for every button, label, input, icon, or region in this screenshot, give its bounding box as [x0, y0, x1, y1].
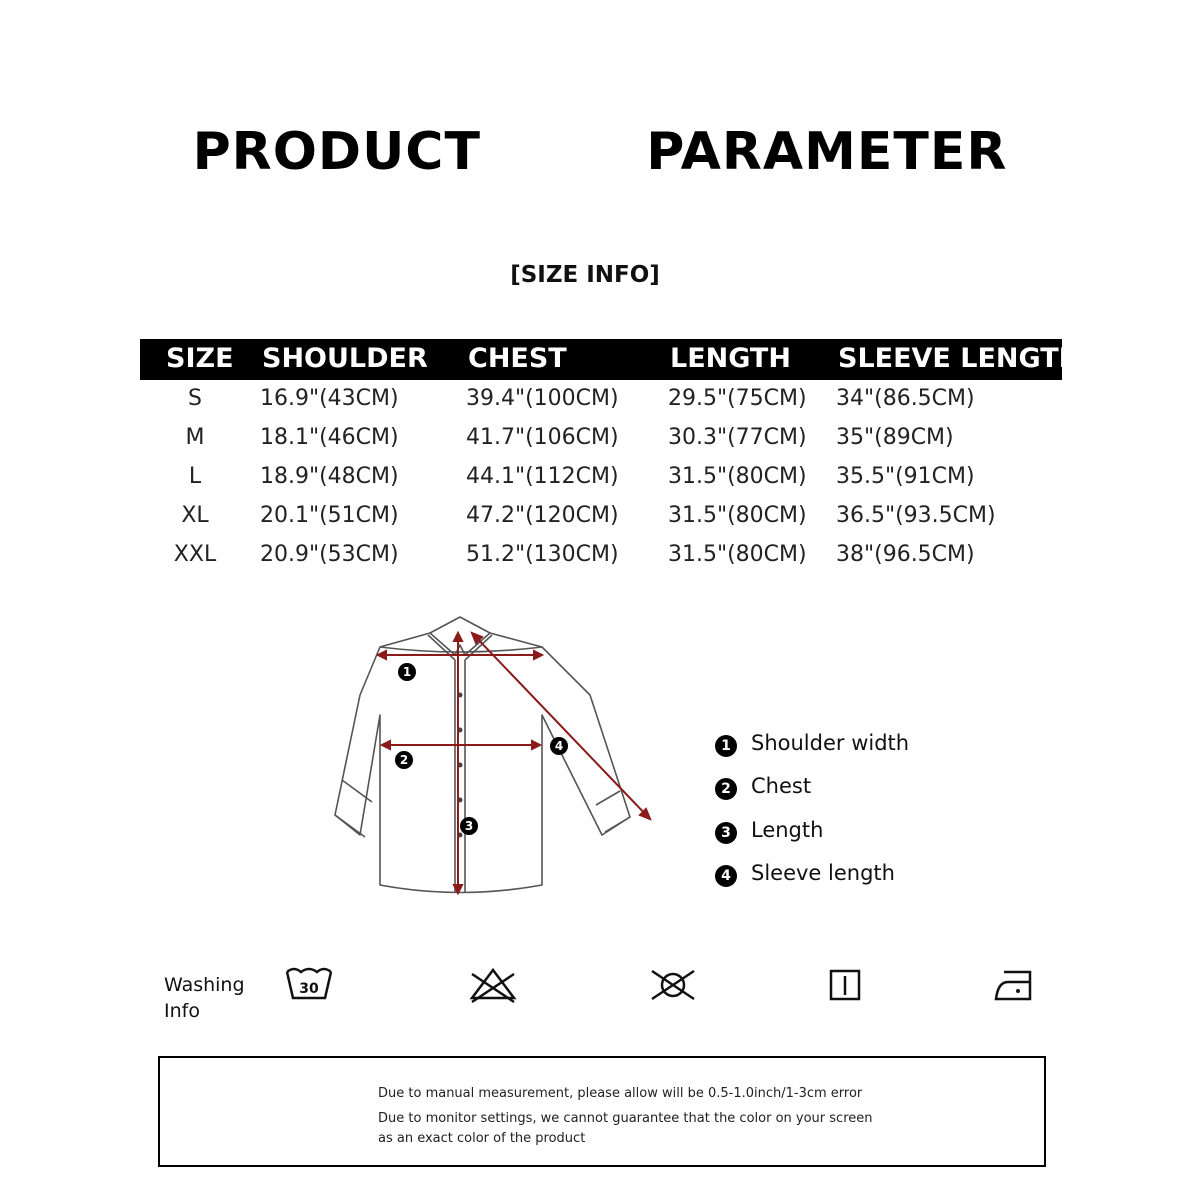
diagram-marker-1: 1 [402, 665, 412, 679]
legend-label: Length [751, 818, 824, 842]
cell-chest: 39.4"(100CM) [466, 386, 619, 411]
header-chest: CHEST [468, 343, 567, 374]
cell-sleeve-length: 35.5"(91CM) [836, 464, 975, 489]
washing-info-label [164, 972, 264, 1024]
wash-temp-label: 30 [299, 981, 319, 997]
wash-30-icon [282, 962, 336, 1008]
cell-length: 31.5"(80CM) [668, 464, 807, 489]
cell-size: XXL [173, 542, 217, 567]
cell-shoulder: 18.1"(46CM) [260, 425, 399, 450]
cell-chest: 51.2"(130CM) [466, 542, 619, 567]
legend-number: 4 [715, 865, 737, 887]
table-row [0, 542, 1200, 581]
header-size: SIZE [166, 343, 234, 374]
cell-length: 31.5"(80CM) [668, 542, 807, 567]
size-table-header [140, 339, 1082, 380]
legend-number: 2 [715, 778, 737, 800]
header-shoulder: SHOULDER [262, 343, 428, 374]
disclaimer-line-1: Due to manual measurement, please allow will be 0.5-1.0inch/1-3cm error [378, 1086, 863, 1101]
diagram-marker-2: 2 [399, 753, 409, 767]
cell-length: 31.5"(80CM) [668, 503, 807, 528]
line-dry-icon [818, 962, 872, 1008]
diagram-marker-4: 4 [554, 739, 564, 753]
cell-length: 30.3"(77CM) [668, 425, 807, 450]
cell-sleeve-length: 34"(86.5CM) [836, 386, 975, 411]
header-sleeve-length: SLEEVE LENGTH [838, 343, 1082, 374]
table-row [0, 503, 1200, 542]
cell-sleeve-length: 38"(96.5CM) [836, 542, 975, 567]
cell-chest: 41.7"(106CM) [466, 425, 619, 450]
table-row [0, 386, 1200, 425]
cell-size: S [188, 386, 202, 411]
cell-shoulder: 20.9"(53CM) [260, 542, 399, 567]
cell-shoulder: 20.1"(51CM) [260, 503, 399, 528]
cell-sleeve-length: 36.5"(93.5CM) [836, 503, 996, 528]
no-bleach-icon [466, 962, 520, 1008]
cell-shoulder: 18.9"(48CM) [260, 464, 399, 489]
shirt-measurement-diagram [320, 605, 670, 905]
legend-number: 1 [715, 735, 737, 757]
diagram-marker-3: 3 [464, 819, 474, 833]
disclaimer-line-3: as an exact color of the product [378, 1131, 586, 1146]
shirt-outline-icon [320, 605, 670, 905]
header-length: LENGTH [670, 343, 791, 374]
cell-size: M [185, 425, 205, 450]
cell-size: L [188, 464, 202, 489]
legend-number: 3 [715, 822, 737, 844]
disclaimer-line-2: Due to monitor settings, we cannot guarantee that the color on your screen [378, 1111, 873, 1126]
no-tumble-dry-icon [646, 962, 700, 1008]
page-title: PRODUCT PARAMETER [192, 122, 1008, 182]
cell-chest: 44.1"(112CM) [466, 464, 619, 489]
cell-size: XL [181, 503, 209, 528]
table-row [0, 464, 1200, 503]
cell-chest: 47.2"(120CM) [466, 503, 619, 528]
disclaimer-box [158, 1056, 1046, 1167]
table-row [0, 425, 1200, 464]
legend-label: Chest [751, 774, 812, 798]
iron-icon [986, 962, 1040, 1008]
washing-label-line2: Info [164, 1000, 200, 1022]
legend-label: Shoulder width [751, 731, 910, 755]
cell-length: 29.5"(75CM) [668, 386, 807, 411]
legend-label: Sleeve length [751, 861, 895, 885]
size-info-subtitle: [SIZE INFO] [510, 262, 660, 288]
washing-label-line1: Washing [164, 974, 245, 996]
cell-sleeve-length: 35"(89CM) [836, 425, 954, 450]
cell-shoulder: 16.9"(43CM) [260, 386, 399, 411]
